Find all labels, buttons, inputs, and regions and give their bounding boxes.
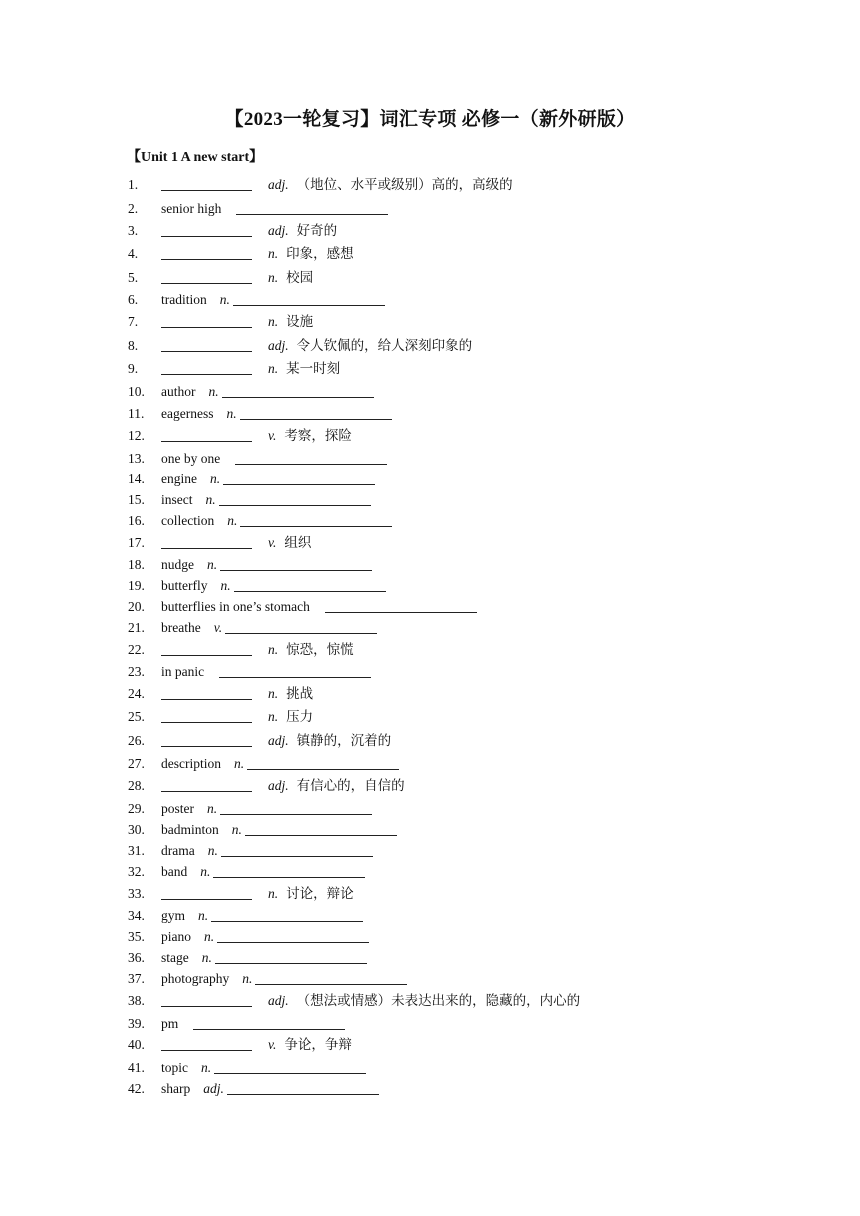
answer-blank[interactable] <box>245 821 397 836</box>
chinese-meaning: 某一时刻 <box>286 361 341 376</box>
english-word: butterfly <box>161 578 208 593</box>
part-of-speech: adj. <box>268 338 289 353</box>
chinese-meaning: 设施 <box>286 314 314 329</box>
answer-blank[interactable] <box>220 556 372 571</box>
part-of-speech: n. <box>201 1060 212 1075</box>
part-of-speech: v. <box>268 1037 277 1052</box>
answer-blank[interactable] <box>219 491 371 506</box>
part-of-speech: v. <box>268 428 277 443</box>
part-of-speech: n. <box>268 314 279 329</box>
item-number: 21. <box>128 620 145 635</box>
english-word: author <box>161 384 196 399</box>
part-of-speech: n. <box>234 756 245 771</box>
answer-blank[interactable] <box>161 685 252 700</box>
part-of-speech: adj. <box>268 733 289 748</box>
item-number: 14. <box>128 471 145 486</box>
answer-blank[interactable] <box>161 427 252 442</box>
item-number: 23. <box>128 664 145 679</box>
english-word: collection <box>161 513 215 528</box>
answer-blank[interactable] <box>233 291 385 306</box>
answer-blank[interactable] <box>255 970 407 985</box>
english-word: topic <box>161 1060 188 1075</box>
part-of-speech: n. <box>268 686 279 701</box>
list-item <box>128 618 377 638</box>
answer-blank[interactable] <box>215 949 367 964</box>
list-item <box>128 533 311 553</box>
chinese-meaning: 惊恐，惊慌 <box>286 642 354 657</box>
list-item <box>128 969 407 989</box>
list-item <box>128 884 354 904</box>
list-item <box>128 906 363 926</box>
unit-heading: 【Unit 1 A new start】 <box>127 150 264 165</box>
item-number: 40. <box>128 1037 145 1052</box>
english-word: piano <box>161 929 191 944</box>
answer-blank[interactable] <box>227 1080 379 1095</box>
part-of-speech: v. <box>213 620 223 635</box>
answer-blank[interactable] <box>161 337 252 352</box>
list-item <box>128 754 399 774</box>
part-of-speech: n. <box>268 642 279 657</box>
item-number: 10. <box>128 384 145 399</box>
item-number: 15. <box>128 492 145 507</box>
chinese-meaning: 好奇的 <box>296 223 338 238</box>
chinese-meaning: 令人钦佩的，给人深刻印象的 <box>296 338 473 353</box>
item-number: 33. <box>128 886 145 901</box>
answer-blank[interactable] <box>161 360 252 375</box>
english-word: stage <box>161 950 189 965</box>
list-item <box>128 820 397 840</box>
list-item <box>128 576 386 596</box>
page-title: 【2023一轮复习】词汇专项 必修一（新外研版） <box>224 109 636 130</box>
english-word: gym <box>161 908 186 923</box>
list-item <box>128 991 580 1011</box>
part-of-speech: n. <box>207 557 218 572</box>
list-item <box>128 199 388 219</box>
answer-blank[interactable] <box>221 842 373 857</box>
english-word: nudge <box>161 557 194 572</box>
item-number: 6. <box>128 292 139 307</box>
item-number: 27. <box>128 756 145 771</box>
list-item <box>128 862 365 882</box>
item-number: 37. <box>128 971 145 986</box>
part-of-speech: n. <box>268 709 279 724</box>
answer-blank[interactable] <box>214 1059 366 1074</box>
item-number: 25. <box>128 709 145 724</box>
answer-blank[interactable] <box>211 907 363 922</box>
part-of-speech: adj. <box>268 223 289 238</box>
list-item <box>128 382 374 402</box>
part-of-speech: v. <box>268 535 277 550</box>
answer-blank[interactable] <box>161 222 252 237</box>
list-item <box>128 1058 366 1078</box>
answer-blank[interactable] <box>234 577 386 592</box>
item-number: 26. <box>128 733 145 748</box>
chinese-meaning: 压力 <box>286 709 314 724</box>
list-item <box>128 290 385 310</box>
answer-blank[interactable] <box>240 512 392 527</box>
item-number: 1. <box>128 177 139 192</box>
list-item <box>128 707 313 727</box>
chinese-meaning: 考察，探险 <box>284 428 352 443</box>
item-number: 29. <box>128 801 145 816</box>
list-item <box>128 312 313 332</box>
answer-blank[interactable] <box>161 245 252 260</box>
answer-blank[interactable] <box>325 598 477 613</box>
list-item <box>128 490 371 510</box>
answer-blank[interactable] <box>161 176 252 191</box>
list-item <box>128 776 405 796</box>
item-number: 35. <box>128 929 145 944</box>
list-item <box>128 469 375 489</box>
chinese-meaning: 有信心的，自信的 <box>296 778 405 793</box>
list-item <box>128 175 513 195</box>
english-word: description <box>161 756 221 771</box>
answer-blank[interactable] <box>161 641 252 656</box>
part-of-speech: adj. <box>268 778 289 793</box>
part-of-speech: n. <box>268 270 279 285</box>
english-word: eagerness <box>161 406 214 421</box>
list-item <box>128 948 367 968</box>
part-of-speech: n. <box>268 361 279 376</box>
list-item <box>128 927 369 947</box>
list-item <box>128 426 352 446</box>
part-of-speech: n. <box>242 971 253 986</box>
answer-blank[interactable] <box>161 313 252 328</box>
english-word: band <box>161 864 188 879</box>
list-item <box>128 268 313 288</box>
english-word: badminton <box>161 822 219 837</box>
part-of-speech: n. <box>204 929 215 944</box>
item-number: 19. <box>128 578 145 593</box>
part-of-speech: n. <box>220 578 231 593</box>
english-word: photography <box>161 971 230 986</box>
item-number: 24. <box>128 686 145 701</box>
item-number: 22. <box>128 642 145 657</box>
english-word: pm <box>161 1016 179 1031</box>
answer-blank[interactable] <box>161 732 252 747</box>
item-number: 38. <box>128 993 145 1008</box>
item-number: 11. <box>128 406 145 421</box>
part-of-speech: n. <box>207 843 218 858</box>
list-item <box>128 359 340 379</box>
chinese-meaning: 组织 <box>284 535 312 550</box>
item-number: 39. <box>128 1016 145 1031</box>
item-number: 2. <box>128 201 139 216</box>
item-number: 8. <box>128 338 139 353</box>
item-number: 5. <box>128 270 139 285</box>
answer-blank[interactable] <box>161 1036 252 1051</box>
list-item <box>128 1079 379 1099</box>
answer-blank[interactable] <box>219 663 371 678</box>
english-word: butterflies in one’s stomach <box>161 599 310 614</box>
part-of-speech: n. <box>268 246 279 261</box>
part-of-speech: n. <box>227 513 238 528</box>
list-item <box>128 1014 345 1034</box>
answer-blank[interactable] <box>247 755 399 770</box>
item-number: 17. <box>128 535 145 550</box>
answer-blank[interactable] <box>161 777 252 792</box>
item-number: 30. <box>128 822 145 837</box>
item-number: 4. <box>128 246 139 261</box>
list-item <box>128 841 373 861</box>
list-item <box>128 640 354 660</box>
item-number: 42. <box>128 1081 145 1096</box>
list-item <box>128 336 472 356</box>
english-word: drama <box>161 843 195 858</box>
item-number: 9. <box>128 361 139 376</box>
list-item <box>128 244 354 264</box>
item-number: 13. <box>128 451 145 466</box>
item-number: 18. <box>128 557 145 572</box>
chinese-meaning: 争论，争辩 <box>284 1037 352 1052</box>
english-word: breathe <box>161 620 201 635</box>
item-number: 36. <box>128 950 145 965</box>
answer-blank[interactable] <box>161 992 252 1007</box>
list-item <box>128 799 372 819</box>
item-number: 7. <box>128 314 139 329</box>
part-of-speech: n. <box>205 492 216 507</box>
item-number: 28. <box>128 778 145 793</box>
part-of-speech: adj. <box>203 1081 224 1096</box>
item-number: 34. <box>128 908 145 923</box>
part-of-speech: n. <box>207 801 218 816</box>
answer-blank[interactable] <box>193 1015 345 1030</box>
answer-blank[interactable] <box>161 708 252 723</box>
answer-blank[interactable] <box>161 534 252 549</box>
answer-blank[interactable] <box>235 450 387 465</box>
part-of-speech: adj. <box>268 993 289 1008</box>
answer-blank[interactable] <box>225 619 377 634</box>
english-word: poster <box>161 801 194 816</box>
part-of-speech: n. <box>201 950 212 965</box>
answer-blank[interactable] <box>220 800 372 815</box>
part-of-speech: n. <box>231 822 242 837</box>
english-word: engine <box>161 471 197 486</box>
list-item <box>128 684 313 704</box>
list-item <box>128 449 387 469</box>
item-number: 41. <box>128 1060 145 1075</box>
chinese-meaning: 挑战 <box>286 686 314 701</box>
chinese-meaning: 印象，感想 <box>286 246 354 261</box>
part-of-speech: n. <box>210 471 221 486</box>
item-number: 32. <box>128 864 145 879</box>
english-word: one by one <box>161 451 221 466</box>
part-of-speech: n. <box>198 908 209 923</box>
part-of-speech: n. <box>200 864 211 879</box>
list-item <box>128 555 372 575</box>
answer-blank[interactable] <box>236 200 388 215</box>
english-word: tradition <box>161 292 207 307</box>
item-number: 12. <box>128 428 145 443</box>
item-number: 16. <box>128 513 145 528</box>
answer-blank[interactable] <box>240 405 392 420</box>
list-item <box>128 597 477 617</box>
part-of-speech: n. <box>268 886 279 901</box>
list-item <box>128 1035 352 1055</box>
chinese-meaning: （想法或情感）未表达出来的，隐藏的，内心的 <box>296 993 581 1008</box>
list-item <box>128 404 392 424</box>
answer-blank[interactable] <box>213 863 365 878</box>
answer-blank[interactable] <box>217 928 369 943</box>
answer-blank[interactable] <box>161 269 252 284</box>
chinese-meaning: 校园 <box>286 270 314 285</box>
part-of-speech: n. <box>219 292 230 307</box>
part-of-speech: adj. <box>268 177 289 192</box>
english-word: sharp <box>161 1081 191 1096</box>
chinese-meaning: 讨论，辩论 <box>286 886 354 901</box>
answer-blank[interactable] <box>161 885 252 900</box>
answer-blank[interactable] <box>223 470 375 485</box>
answer-blank[interactable] <box>222 383 374 398</box>
english-word: senior high <box>161 201 222 216</box>
chinese-meaning: 镇静的，沉着的 <box>296 733 392 748</box>
list-item <box>128 511 392 531</box>
item-number: 31. <box>128 843 145 858</box>
english-word: in panic <box>161 664 205 679</box>
english-word: insect <box>161 492 193 507</box>
list-item <box>128 731 391 751</box>
part-of-speech: n. <box>208 384 219 399</box>
item-number: 20. <box>128 599 145 614</box>
item-number: 3. <box>128 223 139 238</box>
list-item <box>128 662 371 682</box>
chinese-meaning: （地位、水平或级别）高的，高级的 <box>296 177 513 192</box>
part-of-speech: n. <box>226 406 237 421</box>
list-item <box>128 221 337 241</box>
